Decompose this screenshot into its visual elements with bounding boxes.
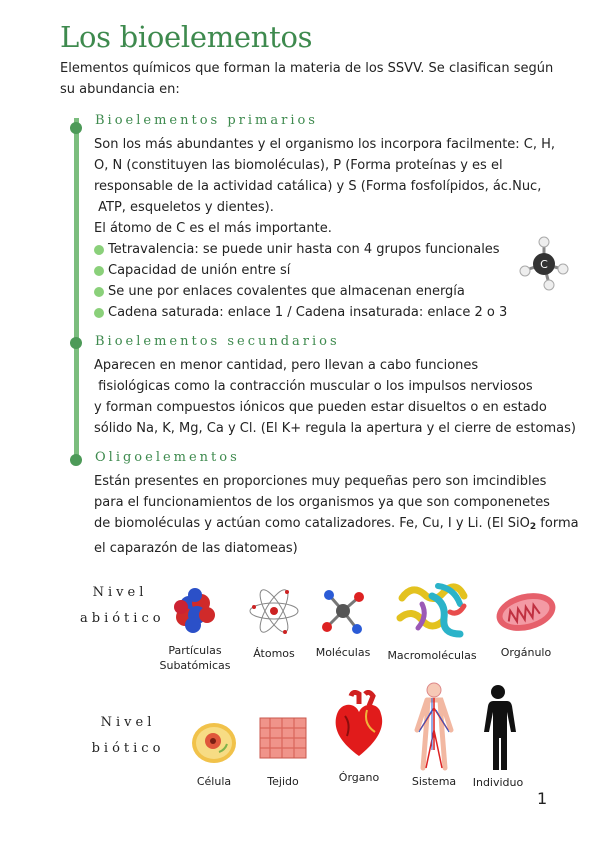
subatomic-particles-icon [167,583,223,639]
list-item: Capacidad de unión entre sí [94,260,594,281]
atom-label: C [540,258,548,271]
level-item-organulo [490,585,562,660]
item-label: Moléculas [315,646,371,659]
text-line: O, N (constituyen las biomoléculas), P (Forma proteínas y es el [94,158,503,173]
intro-line: su abundancia en: [60,82,180,97]
heart-icon [331,690,387,760]
timeline-dot [70,122,82,134]
primarios-body [94,134,594,323]
item-label: Sistema [411,775,457,788]
level-item-tejido [254,712,312,789]
level-item-organo [328,690,390,785]
item-label: Partículas [168,644,222,657]
item-label: Célula [196,775,232,788]
carbon-molecule-icon [518,236,570,292]
text-line: el caparazón de las diatomeas) [94,541,298,556]
section-timeline [74,118,79,462]
tissue-icon [258,712,308,762]
text-line: sólido Na, K, Mg, Ca y Cl. (El K+ regula la apertura y el cierre de estomas) [94,421,576,436]
level-label-line: abiótico [80,611,165,626]
human-silhouette-icon [475,683,521,773]
text-line: fisiológicas como la contracción muscular o los impulsos nerviosos [94,379,533,394]
level-item-moleculas [310,583,376,660]
item-label: Tejido [267,775,299,788]
level-label-line: Nivel [92,585,148,600]
list-item: Cadena saturada: enlace 1 / Cadena insaturada: enlace 2 o 3 [94,302,594,323]
section-heading-primarios: Bioelementos primarios [95,113,318,128]
text-line: y forman compuestos iónicos que pueden estar disueltos o en estado [94,400,547,415]
level-item-sistema [406,680,462,789]
page-title: Los bioelementos [60,20,313,54]
item-label: Órgano [338,771,380,784]
page-number: 1 [537,789,548,808]
text-line: ATP, esqueletos y dientes). [94,200,274,215]
text-fragment: forma [536,516,579,531]
timeline-dot [70,454,82,466]
level-item-macromoleculas [382,578,482,663]
list-item: Tetravalencia: se puede unir hasta con 4 grupos funcionales [94,239,594,260]
level-label-line: biótico [91,741,165,756]
level-label-abiotico [80,580,165,632]
text-fragment: de biomoléculas y actúan como catalizadores. Fe, Cu, I y Li. (El SiO [94,516,530,531]
secundarios-body [94,355,594,439]
molecule-icon [315,583,371,641]
level-label-line: Nivel [100,715,156,730]
item-label: Macromoléculas [387,649,477,662]
text-line: responsable de la actividad catálica) y S (Forma fosfolípidos, ác.Nuc, [94,179,542,194]
oligo-body [94,471,594,559]
level-item-particulas [150,583,240,673]
section-heading-secundarios: Bioelementos secundarios [95,334,340,349]
text-line: para el funcionamientos de los organismos ya que son componenetes [94,495,550,510]
timeline-dot [70,337,82,349]
atom-icon [247,580,301,642]
subscript: 2 [529,522,537,532]
level-item-atomos [246,580,302,661]
level-item-individuo [468,683,528,790]
text-line: El átomo de C es el más importante. [94,221,332,236]
intro-line: Elementos químicos que forman la materia de los SSVV. Se clasifican según [60,61,554,76]
section-heading-oligoelementos: Oligoelementos [95,450,240,465]
level-label-biotico [88,710,168,762]
text-line: Son los más abundantes y el organismo los incorpora facilmente: C, H, [94,137,556,152]
cell-icon [189,718,239,768]
circulatory-system-icon [409,680,459,772]
macromolecule-icon [392,578,472,642]
intro-text [60,58,590,100]
item-label: Átomos [253,647,295,660]
text-line: Están presentes en proporciones muy pequeñas pero son imcindibles [94,474,547,489]
list-item: Se une por enlaces covalentes que almacenan energía [94,281,594,302]
item-label: Subatómicas [159,659,231,672]
text-line [94,513,594,538]
item-label: Orgánulo [500,646,552,659]
level-item-celula [186,718,242,789]
mitochondria-icon [493,585,559,637]
item-label: Individuo [472,776,524,789]
text-line: Aparecen en menor cantidad, pero llevan a cabo funciones [94,358,479,373]
